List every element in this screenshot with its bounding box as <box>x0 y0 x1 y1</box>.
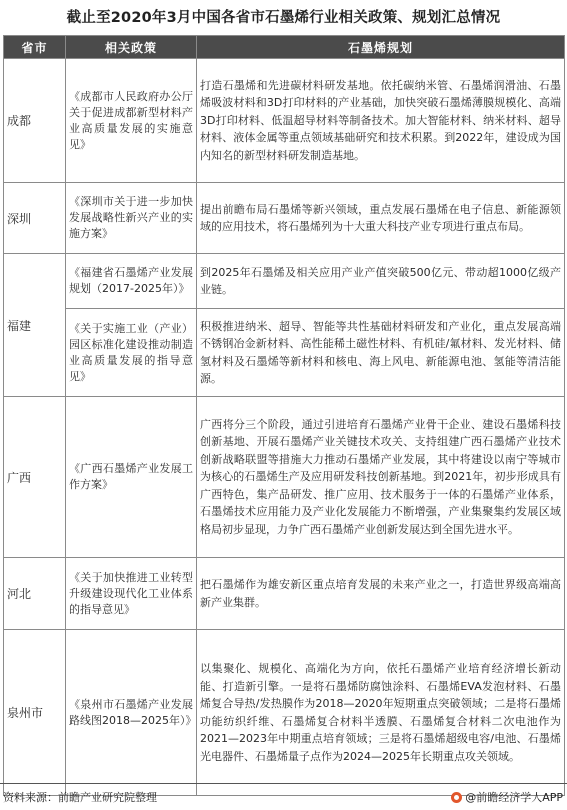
page-title: 截止至2020年3月中国各省市石墨烯行业相关政策、规划汇总情况 <box>66 10 501 26</box>
city-cell: 河北 <box>4 558 66 630</box>
source-note: 资料来源：前瞻产业研究院整理 <box>3 791 157 804</box>
policy-cell: 《广西石墨烯产业发展工作方案》 <box>66 397 197 558</box>
plan-cell: 到2025年石墨烯及相关应用产业产值突破500亿元、带动超1000亿级产业链。 <box>197 254 565 309</box>
policy-cell: 《成都市人民政府办公厅关于促进成都新型材料产业高质量发展的实施意见》 <box>66 59 197 183</box>
table-row <box>4 558 565 630</box>
policy-cell: 《深圳市关于进一步加快发展战略性新兴产业的实施方案》 <box>66 183 197 254</box>
city-cell: 福建 <box>4 254 66 397</box>
column-header-policy: 相关政策 <box>66 36 197 59</box>
city-cell: 成都 <box>4 59 66 183</box>
city-cell: 广西 <box>4 397 66 558</box>
plan-cell: 打造石墨烯和先进碳材料研发基地。依托碳纳米管、石墨烯润滑油、石墨烯吸波材料和3D打印材料的产业基础，加快突破石墨烯薄膜规模化、高端3D打印材料、低温超导材料等制备技术。加大智能材料、纳米材料、超导材料、液体金属等重点领域基础研究和技术积累。到2022年，建设成为国内知名的新型材料研发制造基地。 <box>197 59 565 183</box>
column-header-plan: 石墨烯规划 <box>197 36 565 59</box>
plan-cell: 积极推进纳米、超导、智能等共性基础材料研发和产业化，重点发展高端不锈钢冶金新材料、高性能稀土磁性材料、有机硅/氟材料、发光材料、储氢材料及石墨烯等新材料和核电、海上风电、新能源电池、氢能等清洁能源。 <box>197 309 565 397</box>
table-header-row <box>4 36 565 59</box>
policy-cell: 《泉州市石墨烯产业发展路线图2018—2025年）》 <box>66 630 197 796</box>
policy-cell: 《福建省石墨烯产业发展规划（2017-2025年）》 <box>66 254 197 309</box>
footer <box>0 783 567 810</box>
plan-cell: 提出前瞻布局石墨烯等新兴领域，重点发展石墨烯在电子信息、新能源领域的应用技术，将石墨烯列为十大重大科技产业专项进行重点布局。 <box>197 183 565 254</box>
table-row <box>4 397 565 558</box>
policy-cell: 《关于实施工业（产业）园区标准化建设推动制造业高质量发展的指导意见》 <box>66 309 197 397</box>
table-row <box>4 309 565 397</box>
policy-table <box>3 35 565 796</box>
city-cell: 深圳 <box>4 183 66 254</box>
table-row <box>4 630 565 796</box>
column-header-city: 省市 <box>4 36 66 59</box>
plan-cell: 广西将分三个阶段，通过引进培育石墨烯产业骨干企业、建设石墨烯科技创新基地、开展石墨烯产业关键技术攻关、支持组建广西石墨烯产业技术创新战略联盟等措施大力推动石墨烯产业发展，其中将建设以南宁等城市为核心的石墨烯生产及应用研发科技创新基地。到2021年，初步形成具有广西特色，集产品研发、推广应用、技术服务于一体的石墨烯产业体系，石墨烯技术应用能力及产业化发展能力不断增强，产业集聚集约发展区域格局初步显现，力争广西石墨烯产业创新发展达到全国先进水平。 <box>197 397 565 558</box>
plan-cell: 把石墨烯作为雄安新区重点培育发展的未来产业之一，打造世界级高端高新产业集群。 <box>197 558 565 630</box>
policy-cell: 《关于加快推进工业转型升级建设现代化工业体系的指导意见》 <box>66 558 197 630</box>
brand-text: @前瞻经济学人APP <box>465 791 563 804</box>
city-cell: 泉州市 <box>4 630 66 796</box>
table-row <box>4 59 565 183</box>
plan-cell: 以集聚化、规模化、高端化为方向，依托石墨烯产业培育经济增长新动能、打造新引擎。一是将石墨烯防腐蚀涂料、石墨烯EVA发泡材料、石墨烯复合导热/发热膜作为2018—2020年短期重点突破领域；二是将石墨烯功能纺织纤维、石墨烯复合材料半透膜、石墨烯复合材料二次电池作为2021—2023年中期重点培育领域；三是将石墨烯超级电容/电池、石墨烯光电器件、石墨烯量子点作为2024—2025年长期重点攻关领域。 <box>197 630 565 796</box>
table-row <box>4 183 565 254</box>
table-row <box>4 254 565 309</box>
qianzhan-logo-icon <box>451 792 462 803</box>
brand-credit <box>451 789 563 805</box>
